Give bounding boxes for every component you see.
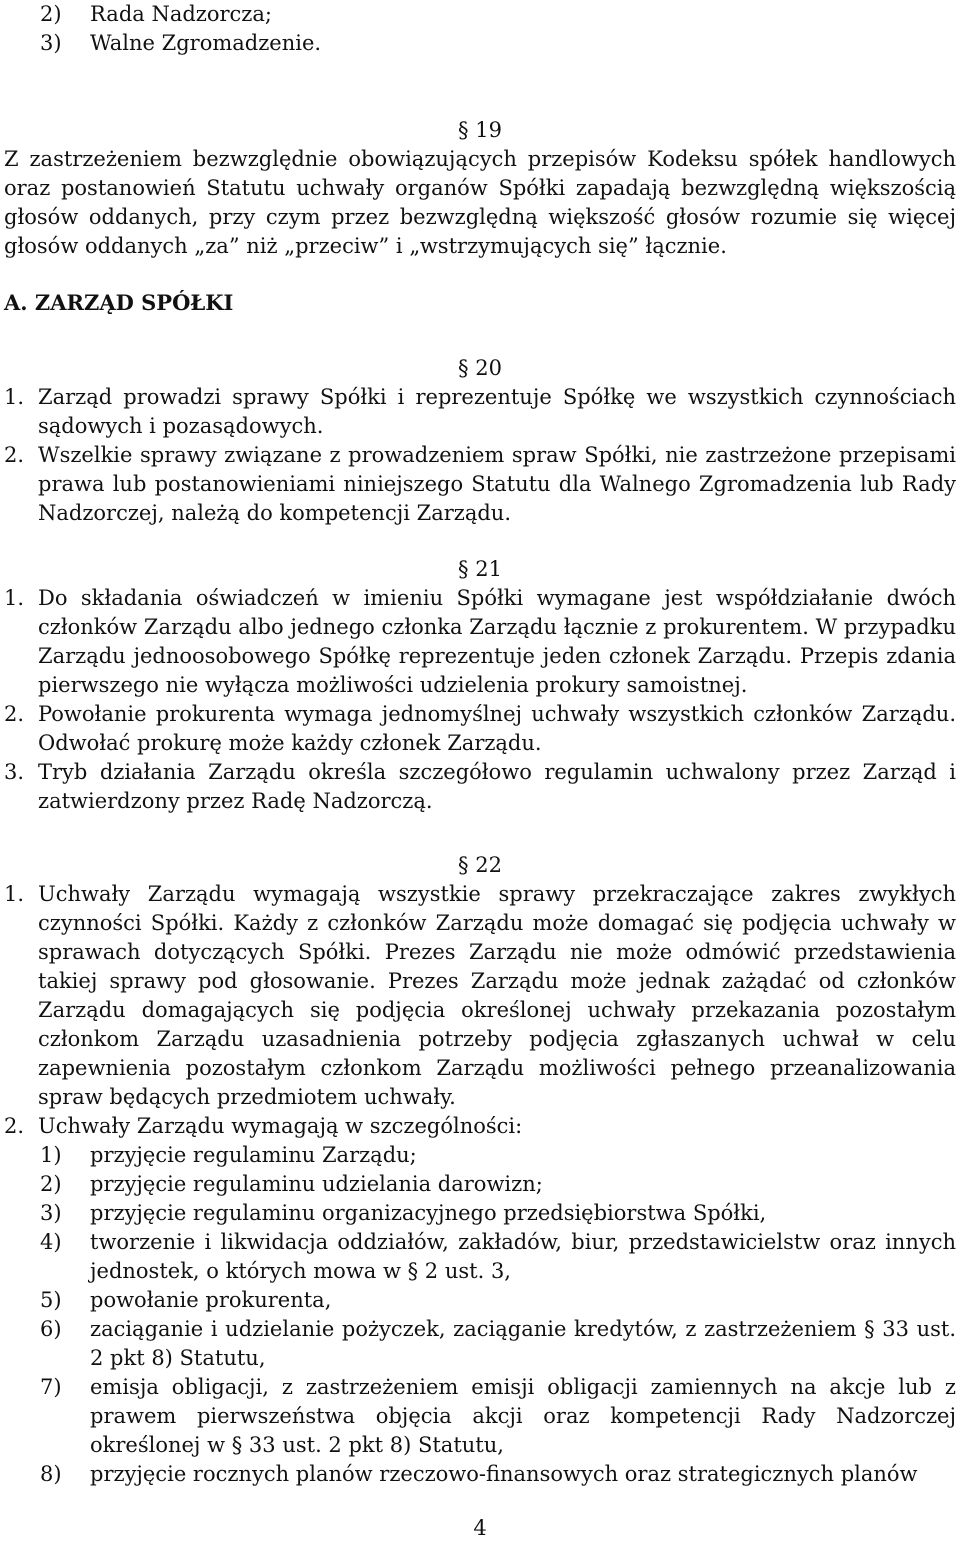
list-item <box>4 758 956 816</box>
list-item-text: Do składania oświadczeń w imieniu Spółki wymagane jest współdziałanie dwóch członków Zarządu albo jednego członka Zarządu łącznie z prokurentem. W przypadku Zarządu jednoosobowego Spółkę reprezentuje jeden członek Zarządu. Przepis zdania pierwszego nie wyłącza możliwości udzielenia prokury samoistnej. <box>38 586 956 697</box>
list-item-number: 3) <box>40 1201 62 1225</box>
list-item-number: 3) <box>40 31 62 55</box>
list-item-text: Tryb działania Zarządu określa szczegółowo regulamin uchwalony przez Zarząd i zatwierdzony przez Radę Nadzorczą. <box>38 760 956 813</box>
list-item-number: 2. <box>4 443 25 467</box>
list-item <box>40 1141 956 1170</box>
list-item-text: emisja obligacji, z zastrzeżeniem emisji obligacji zamiennych na akcje lub z prawem pierwszeństwa objęcia akcji oraz kompetencji Rady Nadzorczej określonej w § 33 ust. 2 pkt 8) Statutu, <box>90 1375 956 1457</box>
paragraph-mark-19: § 19 <box>458 118 502 142</box>
paragraph-mark-21: § 21 <box>458 557 502 581</box>
list-item-text: powołanie prokurenta, <box>90 1288 332 1312</box>
list-item <box>4 1112 956 1141</box>
list-item-number: 3. <box>4 760 25 784</box>
list-item-number: 2. <box>4 702 25 726</box>
list-item-number: 6) <box>40 1317 62 1341</box>
list-item-text: przyjęcie rocznych planów rzeczowo-finansowych oraz strategicznych planów <box>90 1462 918 1486</box>
list-item <box>4 584 956 700</box>
list-item <box>4 880 956 1112</box>
list-item-number: 1. <box>4 385 25 409</box>
list-item <box>4 700 956 758</box>
list-item-text: Uchwały Zarządu wymagają wszystkie sprawy przekraczające zakres zwykłych czynności Spółki. Każdy z członków Zarządu może domagać się podjęcia uchwały w sprawach dotyczących Spółki. Prezes Zarządu nie może odmówić przedstawienia takiej sprawy pod głosowanie. Prezes Zarządu może jednak zażądać od członków Zarządu domagających się podjęcia określonej uchwały przekazania pozostałym członkom Zarządu uzasadnienia potrzeby podjęcia zgłaszanych uchwał w celu zapewnienia pozostałym członkom Zarządu możliwości pełnego przeanalizowania spraw będących przedmiotem uchwały. <box>38 882 956 1109</box>
list-item-number: 2) <box>40 2 62 26</box>
list-item-text: przyjęcie regulaminu Zarządu; <box>90 1143 417 1167</box>
list-item <box>40 1170 956 1199</box>
paragraph-mark-20: § 20 <box>458 356 502 380</box>
list-item-text: przyjęcie regulaminu organizacyjnego przedsiębiorstwa Spółki, <box>90 1201 767 1225</box>
list-item-text: Rada Nadzorcza; <box>90 2 272 26</box>
list-item-number: 5) <box>40 1288 62 1312</box>
list-item-number: 1. <box>4 586 25 610</box>
list-item-text: Wszelkie sprawy związane z prowadzeniem spraw Spółki, nie zastrzeżone przepisami prawa lub postanowieniami niniejszego Statutu dla Walnego Zgromadzenia lub Rady Nadzorczej, należą do kompetencji Zarządu. <box>38 443 956 525</box>
list-item-text: przyjęcie regulaminu udzielania darowizn; <box>90 1172 543 1196</box>
list-item-number: 2. <box>4 1114 25 1138</box>
list-item-text: tworzenie i likwidacja oddziałów, zakładów, biur, przedstawicielstw oraz innych jednostek, o których mowa w § 2 ust. 3, <box>90 1230 956 1283</box>
list-item <box>40 0 956 29</box>
list-item <box>40 1373 956 1460</box>
list-item <box>4 383 956 441</box>
list-item <box>40 1315 956 1373</box>
paragraph-19-text: Z zastrzeżeniem bezwzględnie obowiązujących przepisów Kodeksu spółek handlowych oraz postanowień Statutu uchwały organów Spółki zapadają bezwzględną większością głosów oddanych, przy czym przez bezwzględną większość głosów rozumie się więcej głosów oddanych „za” niż „przeciw” i „wstrzymujących się” łącznie. <box>4 147 956 258</box>
list-item <box>40 1228 956 1286</box>
page-number: 4 <box>473 1516 487 1540</box>
list-item-text: Uchwały Zarządu wymagają w szczególności: <box>38 1114 523 1138</box>
paragraph-mark-22: § 22 <box>458 853 502 877</box>
list-item-number: 2) <box>40 1172 62 1196</box>
list-item <box>40 1286 956 1315</box>
list-item-text: Powołanie prokurenta wymaga jednomyślnej uchwały wszystkich członków Zarządu. Odwołać prokurę może każdy członek Zarządu. <box>38 702 956 755</box>
list-item-text: Walne Zgromadzenie. <box>90 31 322 55</box>
list-item-text: zaciąganie i udzielanie pożyczek, zaciąganie kredytów, z zastrzeżeniem § 33 ust. 2 pkt 8) Statutu, <box>90 1317 956 1370</box>
list-item-number: 1) <box>40 1143 62 1167</box>
list-item <box>40 1460 956 1489</box>
list-item <box>4 441 956 528</box>
list-item <box>40 29 956 58</box>
document-page <box>4 0 956 1489</box>
list-item <box>40 1199 956 1228</box>
section-heading: A. ZARZĄD SPÓŁKI <box>4 290 234 315</box>
list-item-text: Zarząd prowadzi sprawy Spółki i reprezentuje Spółkę we wszystkich czynnościach sądowych i pozasądowych. <box>38 385 956 438</box>
list-item-number: 4) <box>40 1230 62 1254</box>
list-item-number: 1. <box>4 882 25 906</box>
list-item-number: 7) <box>40 1375 62 1399</box>
list-item-number: 8) <box>40 1462 62 1486</box>
